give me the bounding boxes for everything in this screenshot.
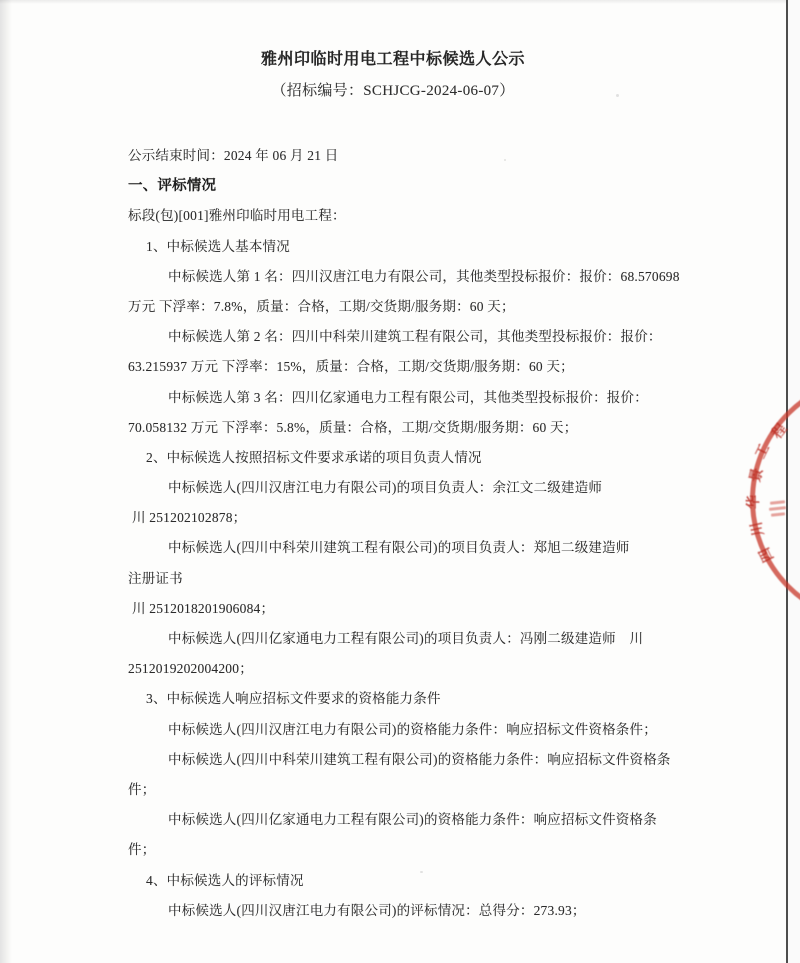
candidate-2-qualification-2: 件； <box>128 781 156 797</box>
item-1-heading: 1、中标候选人基本情况 <box>146 238 290 254</box>
seal-arc-char: 四 <box>757 544 778 564</box>
lot-line: 标段(包)[001]雅州印临时用电工程： <box>128 208 346 224</box>
candidate-3-manager-cert-no: 2512019202004200； <box>128 661 253 677</box>
seal-arc-char: 工 <box>753 442 774 462</box>
item-2-heading: 2、中标候选人按照招标文件要求承诺的项目负责人情况 <box>146 449 482 465</box>
candidate-2-basic-line-2: 63.215937 万元 下浮率：15%，质量：合格，工期/交货期/服务期：60 天； <box>128 359 574 375</box>
candidate-3-qualification-2: 件； <box>128 842 156 858</box>
candidate-3-qualification-1: 中标候选人(四川亿家通电力工程有限公司)的资格能力条件：响应招标文件资格条 <box>168 812 657 828</box>
candidate-3-basic-line-1: 中标候选人第 3 名：四川亿家通电力工程有限公司，其他类型投标报价：报价： <box>168 389 648 405</box>
seal-arc-char: 华 <box>747 495 762 509</box>
candidate-2-manager-cert-label: 注册证书 <box>128 570 183 586</box>
candidate-1-score: 中标候选人(四川汉唐江电力有限公司)的评标情况：总得分：273.93； <box>168 902 586 918</box>
document-body <box>128 141 680 926</box>
candidate-3-manager-line-1: 中标候选人(四川亿家通电力工程有限公司)的项目负责人：冯刚二级建造师 川 <box>168 631 644 646</box>
seal-center-text-smudge <box>771 512 785 516</box>
candidate-1-basic-line-2: 万元 下浮率：7.8%，质量：合格，工期/交货期/服务期：60 天； <box>128 298 515 314</box>
scan-right-margin <box>788 0 800 963</box>
scan-top-edge-shadow <box>0 0 800 4</box>
seal-arc-char: 景 <box>748 466 767 484</box>
seal-arc-char: 川 <box>749 520 768 538</box>
document-title: 雅州印临时用电工程中标候选人公示 <box>260 51 525 68</box>
candidate-2-basic-line-1: 中标候选人第 2 名：四川中科荣川建筑工程有限公司，其他类型投标报价：报价： <box>168 329 662 345</box>
candidate-1-manager-cert-no: 川 251202102878； <box>132 510 247 526</box>
candidate-1-qualification: 中标候选人(四川汉唐江电力有限公司)的资格能力条件：响应招标文件资格条件； <box>168 721 657 737</box>
bid-number-subtitle: （招标编号：SCHJCG-2024-06-07） <box>271 83 515 99</box>
candidate-2-manager-cert-no: 川 2512018201906084； <box>132 600 275 616</box>
seal-arc-char: 程 <box>769 421 791 443</box>
item-4-heading: 4、中标候选人的评标情况 <box>146 872 304 888</box>
seal-center-text-smudge <box>770 500 785 504</box>
publicity-end-time: 公示结束时间：2024 年 06 月 21 日 <box>128 148 339 163</box>
candidate-1-manager-line-1: 中标候选人(四川汉唐江电力有限公司)的项目负责人：余江文二级建造师 <box>168 480 603 496</box>
candidate-2-manager-line-1: 中标候选人(四川中科荣川建筑工程有限公司)的项目负责人：郑旭二级建造师 <box>168 540 630 556</box>
scan-left-edge-shadow <box>0 0 12 963</box>
candidate-3-basic-line-2: 70.058132 万元 下浮率：5.8%，质量：合格，工期/交货期/服务期：60 天； <box>128 419 578 435</box>
item-3-heading: 3、中标候选人响应招标文件要求的资格能力条件 <box>146 691 441 707</box>
seal-center-text-smudge <box>769 506 786 510</box>
section-1-heading: 一、评标情况 <box>128 178 217 195</box>
candidate-2-qualification-1: 中标候选人(四川中科荣川建筑工程有限公司)的资格能力条件：响应招标文件资格条 <box>168 751 671 767</box>
candidate-1-basic-line-1: 中标候选人第 1 名：四川汉唐江电力有限公司，其他类型投标报价：报价：68.570698 <box>168 268 680 284</box>
